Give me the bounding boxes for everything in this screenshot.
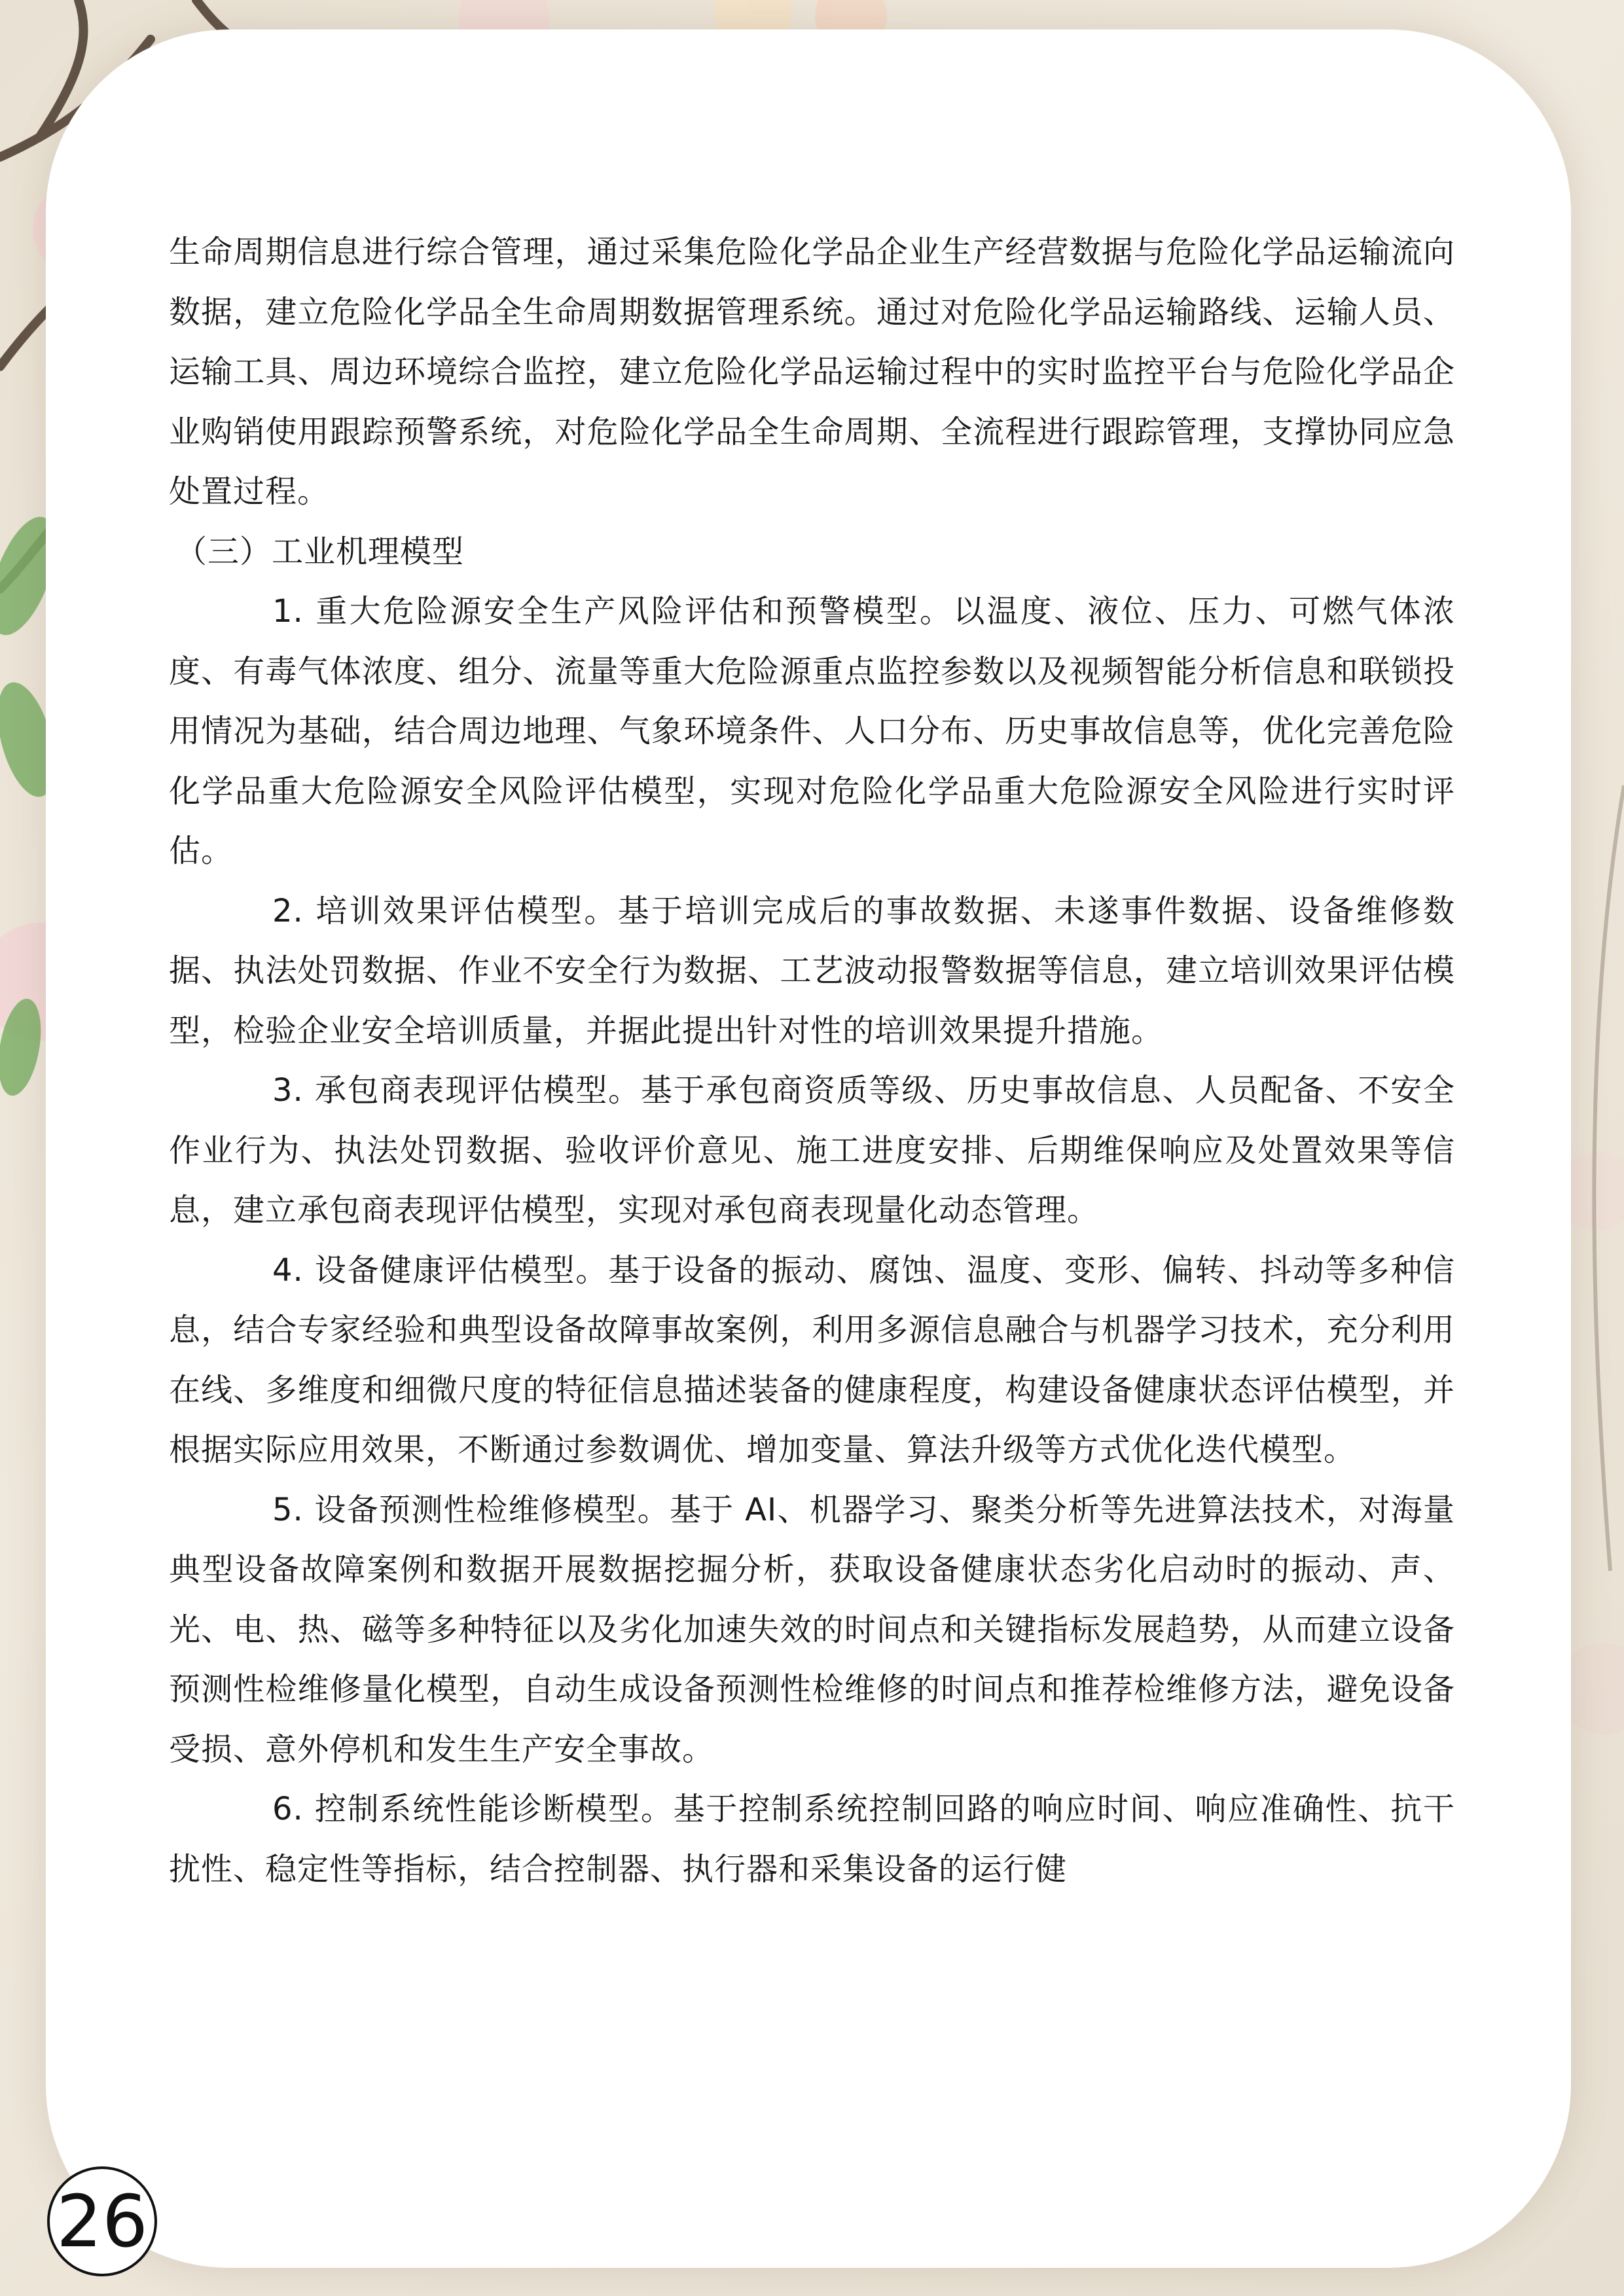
paragraph-item-5: 5. 设备预测性检维修模型。基于 AI、机器学习、聚类分析等先进算法技术，对海量典型设备故障案例和数据开展数据挖掘分析，获取设备健康状态劣化启动时的振动、声、光、电、热、磁等多种特征以及劣化加速失效的时间点和关键指标发展趋势，从而建立设备预测性检维修量化模型，自动生成设备预测性检维修的时间点和推荐检维修方法，避免设备受损、意外停机和发生生产安全事故。 (169, 1491, 1455, 1768)
paragraph-item-1: 1. 重大危险源安全生产风险评估和预警模型。以温度、液位、压力、可燃气体浓度、有毒气体浓度、组分、流量等重大危险源重点监控参数以及视频智能分析信息和联锁投用情况为基础，结合周边地理、气象环境条件、人口分布、历史事故信息等，优化完善危险化学品重大危险源安全风险评估模型，实现对危险化学品重大危险源安全风险进行实时评估。 (169, 593, 1455, 869)
paragraph-item-4: 4. 设备健康评估模型。基于设备的振动、腐蚀、温度、变形、偏转、抖动等多种信息，结合专家经验和典型设备故障事故案例，利用多源信息融合与机器学习技术，充分利用在线、多维度和细微尺度的特征信息描述装备的健康程度，构建设备健康状态评估模型，并根据实际应用效果，不断通过参数调优、增加变量、算法升级等方式优化迭代模型。 (169, 1251, 1455, 1468)
section-heading: （三）工业机理模型 (175, 533, 465, 570)
paragraph-item-6: 6. 控制系统性能诊断模型。基于控制系统控制回路的响应时间、响应准确性、抗干扰性、稳定性等指标，结合控制器、执行器和采集设备的运行健 (169, 1791, 1455, 1888)
paragraph-item-3: 3. 承包商表现评估模型。基于承包商资质等级、历史事故信息、人员配备、不安全作业行为、执法处罚数据、验收评价意见、施工进度安排、后期维保响应及处置效果等信息，建立承包商表现评估模型，实现对承包商表现量化动态管理。 (169, 1072, 1455, 1229)
paragraph-intro: 生命周期信息进行综合管理，通过采集危险化学品企业生产经营数据与危险化学品运输流向数据，建立危险化学品全生命周期数据管理系统。通过对危险化学品运输路线、运输人员、运输工具、周边环境综合监控，建立危险化学品运输过程中的实时监控平台与危险化学品企业购销使用跟踪预警系统，对危险化学品全生命周期、全流程进行跟踪管理，支撑协同应急处置过程。 (169, 234, 1455, 510)
page-number: 26 (47, 2166, 157, 2276)
paragraph-item-2: 2. 培训效果评估模型。基于培训完成后的事故数据、未遂事件数据、设备维修数据、执法处罚数据、作业不安全行为数据、工艺波动报警数据等信息，建立培训效果评估模型，检验企业安全培训质量，并据此提出针对性的培训效果提升措施。 (169, 892, 1455, 1049)
document-body (169, 223, 1455, 1899)
